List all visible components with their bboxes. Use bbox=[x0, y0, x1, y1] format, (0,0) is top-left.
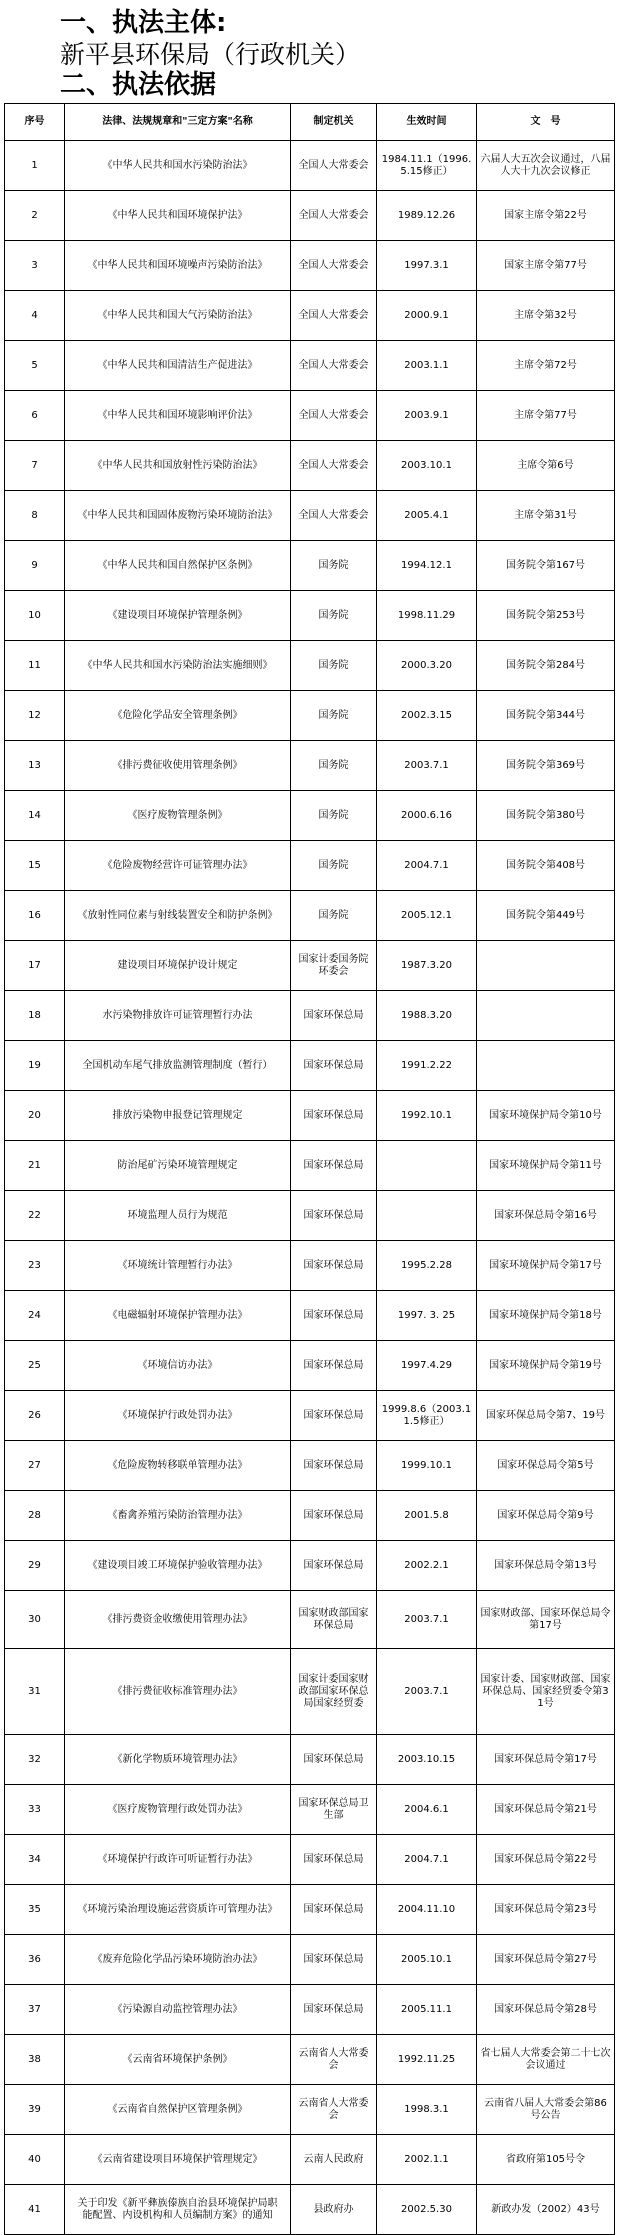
cell-serial-no: 25 bbox=[5, 1341, 65, 1391]
cell-law-name: 《排污费征收使用管理条例》 bbox=[65, 741, 291, 791]
cell-law-name: 《中华人民共和国环境影响评价法》 bbox=[65, 391, 291, 441]
cell-serial-no: 12 bbox=[5, 691, 65, 741]
cell-serial-no: 11 bbox=[5, 641, 65, 691]
cell-serial-no: 38 bbox=[5, 2035, 65, 2085]
table-row bbox=[5, 441, 615, 491]
cell-effective-date bbox=[377, 1141, 477, 1191]
cell-document-no: 省政府第105号令 bbox=[477, 2135, 615, 2185]
table-row bbox=[5, 541, 615, 591]
cell-issuing-authority: 国务院 bbox=[291, 791, 377, 841]
cell-serial-no: 36 bbox=[5, 1935, 65, 1985]
table-row bbox=[5, 691, 615, 741]
cell-issuing-authority: 国务院 bbox=[291, 641, 377, 691]
header-issuing-authority: 制定机关 bbox=[291, 104, 377, 141]
cell-serial-no: 4 bbox=[5, 291, 65, 341]
cell-issuing-authority: 国家环保总局 bbox=[291, 1391, 377, 1441]
cell-serial-no: 1 bbox=[5, 141, 65, 191]
cell-effective-date: 2000.9.1 bbox=[377, 291, 477, 341]
cell-document-no: 国家环保总局令第17号 bbox=[477, 1735, 615, 1785]
cell-issuing-authority: 国务院 bbox=[291, 741, 377, 791]
table-row bbox=[5, 291, 615, 341]
cell-law-name: 《云南省建设项目环境保护管理规定》 bbox=[65, 2135, 291, 2185]
cell-issuing-authority: 全国人大常委会 bbox=[291, 391, 377, 441]
cell-effective-date: 2000.3.20 bbox=[377, 641, 477, 691]
cell-serial-no: 7 bbox=[5, 441, 65, 491]
cell-effective-date: 2003.1.1 bbox=[377, 341, 477, 391]
cell-document-no: 主席令第32号 bbox=[477, 291, 615, 341]
cell-serial-no: 20 bbox=[5, 1091, 65, 1141]
cell-issuing-authority: 国家环保总局 bbox=[291, 1041, 377, 1091]
header-law-name: 法律、法规规章和"三定方案"名称 bbox=[65, 104, 291, 141]
cell-law-name: 建设项目环境保护设计规定 bbox=[65, 941, 291, 991]
cell-document-no bbox=[477, 1041, 615, 1091]
cell-issuing-authority: 国务院 bbox=[291, 691, 377, 741]
cell-law-name: 水污染物排放许可证管理暂行办法 bbox=[65, 991, 291, 1041]
cell-issuing-authority: 云南省人大常委会 bbox=[291, 2035, 377, 2085]
cell-issuing-authority: 国务院 bbox=[291, 591, 377, 641]
table-row bbox=[5, 1191, 615, 1241]
cell-effective-date: 2005.11.1 bbox=[377, 1985, 477, 2035]
cell-effective-date: 1984.11.1（1996.5.15修正） bbox=[377, 141, 477, 191]
table-row bbox=[5, 1141, 615, 1191]
cell-document-no: 国家环保总局令第28号 bbox=[477, 1985, 615, 2035]
table-row bbox=[5, 241, 615, 291]
cell-issuing-authority: 国家环保总局 bbox=[291, 1935, 377, 1985]
cell-issuing-authority: 国家环保总局 bbox=[291, 1491, 377, 1541]
cell-law-name: 《危险废物经营许可证管理办法》 bbox=[65, 841, 291, 891]
cell-effective-date: 1992.11.25 bbox=[377, 2035, 477, 2085]
cell-issuing-authority: 云南人民政府 bbox=[291, 2135, 377, 2185]
cell-serial-no: 2 bbox=[5, 191, 65, 241]
cell-serial-no: 29 bbox=[5, 1541, 65, 1591]
cell-effective-date: 2002.2.1 bbox=[377, 1541, 477, 1591]
cell-effective-date: 1997.3.1 bbox=[377, 241, 477, 291]
cell-document-no: 国务院令第408号 bbox=[477, 841, 615, 891]
cell-issuing-authority: 国家计委国家财政部国家环保总局国家经贸委 bbox=[291, 1649, 377, 1735]
cell-document-no: 国家环保总局令第27号 bbox=[477, 1935, 615, 1985]
cell-law-name: 《中华人民共和国自然保护区条例》 bbox=[65, 541, 291, 591]
cell-document-no: 国家环保总局令第13号 bbox=[477, 1541, 615, 1591]
cell-law-name: 《环境保护行政许可听证暂行办法》 bbox=[65, 1835, 291, 1885]
cell-document-no: 国家环境保护局令第17号 bbox=[477, 1241, 615, 1291]
enforcement-subject-text: 新平县环保局（行政机关） bbox=[60, 40, 361, 69]
cell-serial-no: 30 bbox=[5, 1591, 65, 1649]
cell-effective-date: 1992.10.1 bbox=[377, 1091, 477, 1141]
cell-document-no: 国家环保总局令第9号 bbox=[477, 1491, 615, 1541]
table-row bbox=[5, 1241, 615, 1291]
cell-issuing-authority: 国家环保总局 bbox=[291, 1835, 377, 1885]
cell-issuing-authority: 国家环保总局 bbox=[291, 1541, 377, 1591]
cell-serial-no: 24 bbox=[5, 1291, 65, 1341]
cell-effective-date: 2000.6.16 bbox=[377, 791, 477, 841]
cell-document-no: 国务院令第344号 bbox=[477, 691, 615, 741]
table-row bbox=[5, 1985, 615, 2035]
cell-effective-date: 1995.2.28 bbox=[377, 1241, 477, 1291]
cell-serial-no: 5 bbox=[5, 341, 65, 391]
table-row bbox=[5, 591, 615, 641]
cell-effective-date: 2002.3.15 bbox=[377, 691, 477, 741]
table-row bbox=[5, 791, 615, 841]
cell-effective-date: 2004.7.1 bbox=[377, 1835, 477, 1885]
cell-document-no: 国家环境保护局令第10号 bbox=[477, 1091, 615, 1141]
cell-effective-date: 2002.5.30 bbox=[377, 2185, 477, 2235]
table-row bbox=[5, 391, 615, 441]
table-row bbox=[5, 1341, 615, 1391]
cell-issuing-authority: 全国人大常委会 bbox=[291, 491, 377, 541]
cell-document-no: 国务院令第253号 bbox=[477, 591, 615, 641]
table-row bbox=[5, 1785, 615, 1835]
cell-law-name: 《新化学物质环境管理办法》 bbox=[65, 1735, 291, 1785]
cell-document-no: 国家环保总局令第23号 bbox=[477, 1885, 615, 1935]
cell-issuing-authority: 国务院 bbox=[291, 541, 377, 591]
cell-document-no: 国家财政部、国家环保总局令第17号 bbox=[477, 1591, 615, 1649]
cell-document-no: 国家环境保护局令第18号 bbox=[477, 1291, 615, 1341]
cell-serial-no: 23 bbox=[5, 1241, 65, 1291]
section-heading-basis: 二、执法依据 bbox=[60, 70, 217, 100]
cell-law-name: 《中华人民共和国放射性污染防治法》 bbox=[65, 441, 291, 491]
cell-law-name: 《建设项目环境保护管理条例》 bbox=[65, 591, 291, 641]
cell-issuing-authority: 全国人大常委会 bbox=[291, 341, 377, 391]
cell-law-name: 《废弃危险化学品污染环境防治办法》 bbox=[65, 1935, 291, 1985]
cell-document-no: 主席令第77号 bbox=[477, 391, 615, 441]
cell-issuing-authority: 国家环保总局 bbox=[291, 1141, 377, 1191]
table-row bbox=[5, 941, 615, 991]
cell-serial-no: 34 bbox=[5, 1835, 65, 1885]
cell-law-name: 《云南省自然保护区管理条例》 bbox=[65, 2085, 291, 2135]
cell-law-name: 全国机动车尾气排放监测管理制度（暂行） bbox=[65, 1041, 291, 1091]
cell-law-name: 《放射性同位素与射线装置安全和防护条例》 bbox=[65, 891, 291, 941]
table-row bbox=[5, 2085, 615, 2135]
cell-issuing-authority: 国家环保总局卫生部 bbox=[291, 1785, 377, 1835]
cell-document-no: 六届人大五次会议通过，八届人大十九次会议修正 bbox=[477, 141, 615, 191]
cell-issuing-authority: 国家环保总局 bbox=[291, 1191, 377, 1241]
cell-law-name: 《环境统计管理暂行办法》 bbox=[65, 1241, 291, 1291]
table-row bbox=[5, 1091, 615, 1141]
cell-effective-date: 1988.3.20 bbox=[377, 991, 477, 1041]
header-document-no: 文 号 bbox=[477, 104, 615, 141]
cell-law-name: 排放污染物申报登记管理规定 bbox=[65, 1091, 291, 1141]
cell-effective-date: 1997. 3. 25 bbox=[377, 1291, 477, 1341]
table-row bbox=[5, 1441, 615, 1491]
cell-document-no: 国家计委、国家财政部、国家环保总局、国家经贸委令第31号 bbox=[477, 1649, 615, 1735]
cell-serial-no: 8 bbox=[5, 491, 65, 541]
table-row bbox=[5, 191, 615, 241]
cell-document-no: 国家主席令第77号 bbox=[477, 241, 615, 291]
cell-issuing-authority: 国家环保总局 bbox=[291, 1341, 377, 1391]
cell-law-name: 《医疗废物管理行政处罚办法》 bbox=[65, 1785, 291, 1835]
cell-serial-no: 27 bbox=[5, 1441, 65, 1491]
table-row bbox=[5, 1491, 615, 1541]
cell-effective-date: 2004.6.1 bbox=[377, 1785, 477, 1835]
cell-law-name: 关于印发《新平彝族傣族自治县环境保护局职能配置、内设机构和人员编制方案》的通知 bbox=[65, 2185, 291, 2235]
cell-effective-date: 2003.10.15 bbox=[377, 1735, 477, 1785]
cell-law-name: 《电磁辐射环境保护管理办法》 bbox=[65, 1291, 291, 1341]
cell-issuing-authority: 全国人大常委会 bbox=[291, 441, 377, 491]
cell-issuing-authority: 国家环保总局 bbox=[291, 1985, 377, 2035]
cell-document-no: 国务院令第284号 bbox=[477, 641, 615, 691]
cell-effective-date: 1998.11.29 bbox=[377, 591, 477, 641]
cell-issuing-authority: 国务院 bbox=[291, 841, 377, 891]
table-row bbox=[5, 2135, 615, 2185]
cell-effective-date: 2005.4.1 bbox=[377, 491, 477, 541]
cell-effective-date: 2003.9.1 bbox=[377, 391, 477, 441]
cell-serial-no: 22 bbox=[5, 1191, 65, 1241]
cell-effective-date: 2003.7.1 bbox=[377, 1649, 477, 1735]
cell-serial-no: 6 bbox=[5, 391, 65, 441]
cell-law-name: 《危险废物转移联单管理办法》 bbox=[65, 1441, 291, 1491]
table-row bbox=[5, 1391, 615, 1441]
cell-document-no: 国家环境保护局令第11号 bbox=[477, 1141, 615, 1191]
cell-law-name: 《中华人民共和国水污染防治法实施细则》 bbox=[65, 641, 291, 691]
cell-serial-no: 39 bbox=[5, 2085, 65, 2135]
cell-serial-no: 14 bbox=[5, 791, 65, 841]
cell-serial-no: 33 bbox=[5, 1785, 65, 1835]
cell-effective-date: 2005.10.1 bbox=[377, 1935, 477, 1985]
table-row bbox=[5, 891, 615, 941]
cell-issuing-authority: 国家环保总局 bbox=[291, 1885, 377, 1935]
cell-law-name: 《危险化学品安全管理条例》 bbox=[65, 691, 291, 741]
table-header-row bbox=[5, 104, 615, 141]
cell-law-name: 《环境污染治理设施运营资质许可管理办法》 bbox=[65, 1885, 291, 1935]
table-row bbox=[5, 1835, 615, 1885]
cell-serial-no: 28 bbox=[5, 1491, 65, 1541]
cell-serial-no: 9 bbox=[5, 541, 65, 591]
cell-effective-date: 1987.3.20 bbox=[377, 941, 477, 991]
cell-issuing-authority: 国家环保总局 bbox=[291, 1441, 377, 1491]
cell-document-no bbox=[477, 991, 615, 1041]
cell-document-no: 国家环保总局令第22号 bbox=[477, 1835, 615, 1885]
cell-law-name: 《中华人民共和国环境保护法》 bbox=[65, 191, 291, 241]
cell-document-no: 云南省八届人大常委会第86号公告 bbox=[477, 2085, 615, 2135]
cell-law-name: 《排污费征收标准管理办法》 bbox=[65, 1649, 291, 1735]
cell-serial-no: 40 bbox=[5, 2135, 65, 2185]
cell-law-name: 《建设项目竣工环境保护验收管理办法》 bbox=[65, 1541, 291, 1591]
cell-law-name: 《云南省环境保护条例》 bbox=[65, 2035, 291, 2085]
cell-effective-date: 1998.3.1 bbox=[377, 2085, 477, 2135]
cell-serial-no: 16 bbox=[5, 891, 65, 941]
table-row bbox=[5, 1885, 615, 1935]
cell-serial-no: 3 bbox=[5, 241, 65, 291]
cell-effective-date: 2005.12.1 bbox=[377, 891, 477, 941]
cell-law-name: 《中华人民共和国大气污染防治法》 bbox=[65, 291, 291, 341]
cell-serial-no: 31 bbox=[5, 1649, 65, 1735]
cell-serial-no: 26 bbox=[5, 1391, 65, 1441]
cell-effective-date: 1997.4.29 bbox=[377, 1341, 477, 1391]
table-row bbox=[5, 341, 615, 391]
cell-law-name: 《中华人民共和国水污染防治法》 bbox=[65, 141, 291, 191]
cell-document-no: 国家环保总局令第5号 bbox=[477, 1441, 615, 1491]
cell-law-name: 《环境信访办法》 bbox=[65, 1341, 291, 1391]
cell-document-no bbox=[477, 941, 615, 991]
table-row bbox=[5, 1735, 615, 1785]
cell-effective-date: 2002.1.1 bbox=[377, 2135, 477, 2185]
cell-effective-date: 1999.8.6（2003.11.5修正） bbox=[377, 1391, 477, 1441]
law-basis-table bbox=[4, 103, 615, 2235]
cell-document-no: 国务院令第369号 bbox=[477, 741, 615, 791]
cell-serial-no: 17 bbox=[5, 941, 65, 991]
cell-issuing-authority: 国家计委国务院环委会 bbox=[291, 941, 377, 991]
cell-document-no: 主席令第72号 bbox=[477, 341, 615, 391]
cell-law-name: 防治尾矿污染环境管理规定 bbox=[65, 1141, 291, 1191]
cell-issuing-authority: 全国人大常委会 bbox=[291, 241, 377, 291]
table-row bbox=[5, 1935, 615, 1985]
cell-document-no: 国务院令第167号 bbox=[477, 541, 615, 591]
cell-issuing-authority: 县政府办 bbox=[291, 2185, 377, 2235]
cell-serial-no: 19 bbox=[5, 1041, 65, 1091]
cell-effective-date bbox=[377, 1191, 477, 1241]
cell-serial-no: 32 bbox=[5, 1735, 65, 1785]
table-row bbox=[5, 2035, 615, 2085]
cell-serial-no: 41 bbox=[5, 2185, 65, 2235]
cell-document-no: 新政办发（2002）43号 bbox=[477, 2185, 615, 2235]
cell-law-name: 《中华人民共和国清洁生产促进法》 bbox=[65, 341, 291, 391]
table-row bbox=[5, 1591, 615, 1649]
table-row bbox=[5, 141, 615, 191]
cell-document-no: 国家环保总局令第7、19号 bbox=[477, 1391, 615, 1441]
cell-effective-date: 1994.12.1 bbox=[377, 541, 477, 591]
cell-serial-no: 15 bbox=[5, 841, 65, 891]
cell-issuing-authority: 国家环保总局 bbox=[291, 1735, 377, 1785]
cell-effective-date: 2001.5.8 bbox=[377, 1491, 477, 1541]
cell-law-name: 《畜禽养殖污染防治管理办法》 bbox=[65, 1491, 291, 1541]
cell-law-name: 《污染源自动监控管理办法》 bbox=[65, 1985, 291, 2035]
cell-issuing-authority: 国家财政部国家环保总局 bbox=[291, 1591, 377, 1649]
cell-effective-date: 2003.7.1 bbox=[377, 741, 477, 791]
cell-issuing-authority: 国家环保总局 bbox=[291, 1241, 377, 1291]
cell-law-name: 《中华人民共和国环境噪声污染防治法》 bbox=[65, 241, 291, 291]
cell-document-no: 国家主席令第22号 bbox=[477, 191, 615, 241]
header-serial-no: 序号 bbox=[5, 104, 65, 141]
cell-serial-no: 21 bbox=[5, 1141, 65, 1191]
cell-document-no: 省七届人大常委会第二十七次会议通过 bbox=[477, 2035, 615, 2085]
table-row bbox=[5, 991, 615, 1041]
table-row bbox=[5, 2185, 615, 2235]
cell-document-no: 主席令第31号 bbox=[477, 491, 615, 541]
cell-issuing-authority: 国家环保总局 bbox=[291, 991, 377, 1041]
table-row bbox=[5, 1291, 615, 1341]
cell-document-no: 主席令第6号 bbox=[477, 441, 615, 491]
cell-document-no: 国家环境保护局令第19号 bbox=[477, 1341, 615, 1391]
table-row bbox=[5, 491, 615, 541]
cell-law-name: 《医疗废物管理条例》 bbox=[65, 791, 291, 841]
cell-serial-no: 10 bbox=[5, 591, 65, 641]
cell-effective-date: 1989.12.26 bbox=[377, 191, 477, 241]
cell-issuing-authority: 全国人大常委会 bbox=[291, 141, 377, 191]
table-row bbox=[5, 1041, 615, 1091]
cell-document-no: 国家环保总局令第21号 bbox=[477, 1785, 615, 1835]
cell-serial-no: 35 bbox=[5, 1885, 65, 1935]
cell-issuing-authority: 全国人大常委会 bbox=[291, 191, 377, 241]
cell-effective-date: 2003.7.1 bbox=[377, 1591, 477, 1649]
cell-issuing-authority: 云南省人大常委会 bbox=[291, 2085, 377, 2135]
section-heading-subject: 一、执法主体: bbox=[60, 8, 227, 38]
table-row bbox=[5, 741, 615, 791]
cell-issuing-authority: 国务院 bbox=[291, 891, 377, 941]
cell-effective-date: 1991.2.22 bbox=[377, 1041, 477, 1091]
cell-issuing-authority: 国家环保总局 bbox=[291, 1091, 377, 1141]
cell-law-name: 环境监理人员行为规范 bbox=[65, 1191, 291, 1241]
table-row bbox=[5, 1541, 615, 1591]
table-row bbox=[5, 641, 615, 691]
table-row bbox=[5, 841, 615, 891]
cell-law-name: 《中华人民共和国固体废物污染环境防治法》 bbox=[65, 491, 291, 541]
header-effective-date: 生效时间 bbox=[377, 104, 477, 141]
cell-serial-no: 18 bbox=[5, 991, 65, 1041]
cell-document-no: 国务院令第449号 bbox=[477, 891, 615, 941]
cell-serial-no: 37 bbox=[5, 1985, 65, 2035]
cell-effective-date: 2004.7.1 bbox=[377, 841, 477, 891]
cell-document-no: 国务院令第380号 bbox=[477, 791, 615, 841]
cell-issuing-authority: 全国人大常委会 bbox=[291, 291, 377, 341]
cell-document-no: 国家环保总局令第16号 bbox=[477, 1191, 615, 1241]
cell-effective-date: 2003.10.1 bbox=[377, 441, 477, 491]
cell-effective-date: 2004.11.10 bbox=[377, 1885, 477, 1935]
table-row bbox=[5, 1649, 615, 1735]
cell-issuing-authority: 国家环保总局 bbox=[291, 1291, 377, 1341]
cell-effective-date: 1999.10.1 bbox=[377, 1441, 477, 1491]
cell-law-name: 《排污费资金收缴使用管理办法》 bbox=[65, 1591, 291, 1649]
cell-serial-no: 13 bbox=[5, 741, 65, 791]
cell-law-name: 《环境保护行政处罚办法》 bbox=[65, 1391, 291, 1441]
